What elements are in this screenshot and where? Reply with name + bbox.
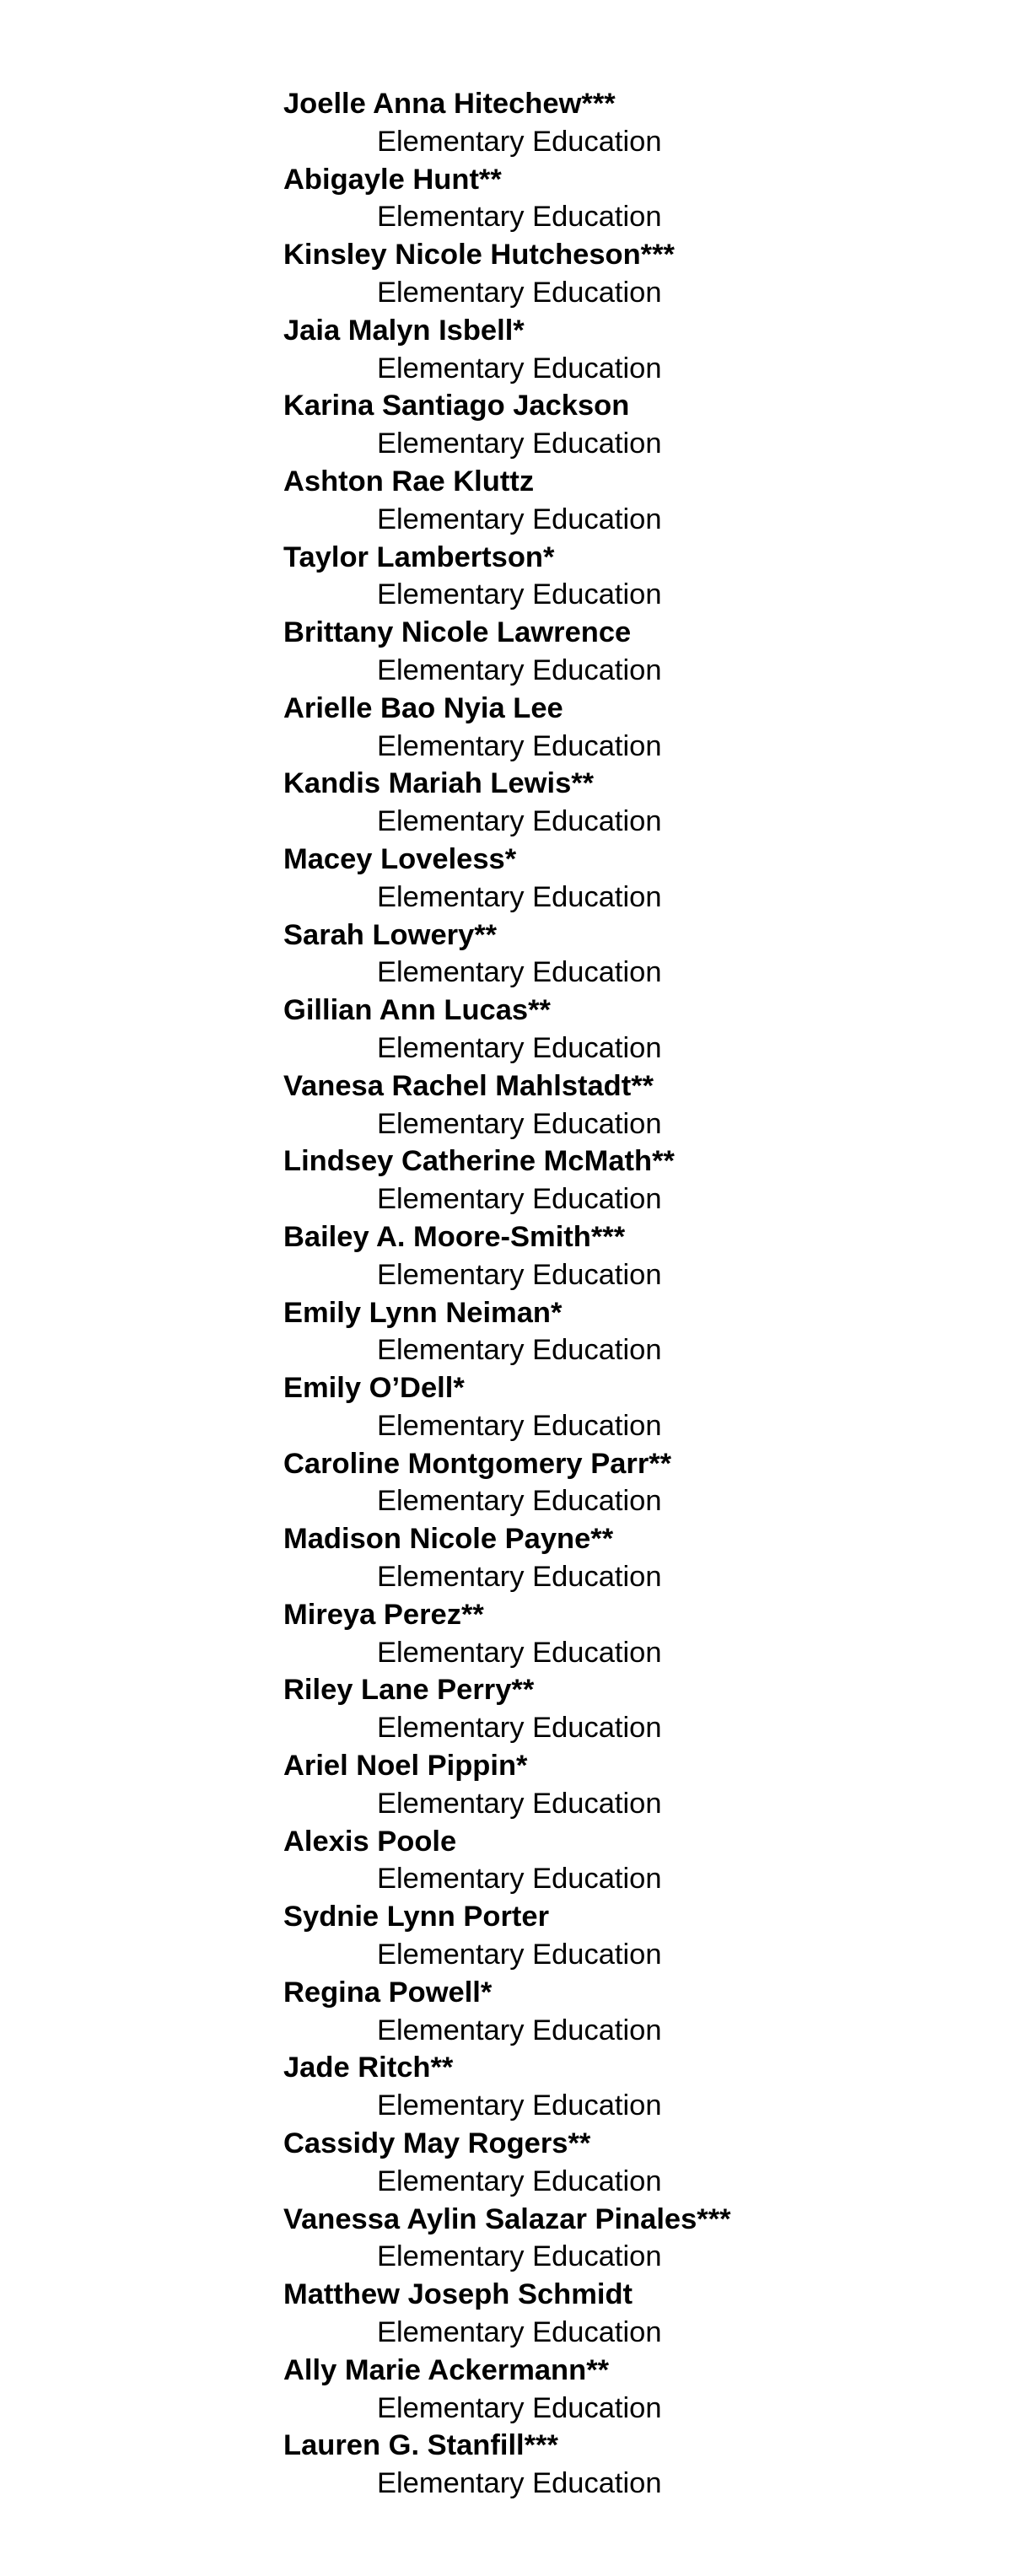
student-name: Kandis Mariah Lewis**	[283, 767, 595, 800]
student-name: Emily Lynn Neiman*	[283, 1296, 563, 1329]
list-item	[283, 917, 975, 992]
list-item	[283, 312, 975, 388]
student-name: Vanesa Rachel Mahlstadt**	[283, 1069, 654, 1102]
student-major: Elementary Education	[377, 2467, 662, 2500]
student-major: Elementary Education	[377, 428, 662, 460]
student-major: Elementary Education	[377, 2240, 662, 2273]
student-name: Riley Lane Perry**	[283, 1674, 535, 1707]
list-item	[283, 690, 975, 766]
student-name: Gillian Ann Lucas**	[283, 994, 551, 1027]
student-name: Lauren G. Stanfill***	[283, 2429, 558, 2462]
student-major: Elementary Education	[377, 1712, 662, 1745]
student-major: Elementary Education	[377, 201, 662, 234]
list-item	[283, 2352, 975, 2428]
list-item	[283, 1671, 975, 1747]
list-item	[283, 1596, 975, 1672]
student-major: Elementary Education	[377, 2391, 662, 2424]
student-name: Joelle Anna Hitechew***	[283, 88, 616, 120]
list-item	[283, 1823, 975, 1899]
list-item	[283, 1747, 975, 1823]
list-item	[283, 161, 975, 237]
list-item	[283, 992, 975, 1068]
student-major: Elementary Education	[377, 2316, 662, 2349]
student-major: Elementary Education	[377, 1561, 662, 1594]
student-major: Elementary Education	[377, 1334, 662, 1367]
student-name: Ariel Noel Pippin*	[283, 1750, 528, 1783]
student-name: Ally Marie Ackermann**	[283, 2353, 610, 2386]
student-name: Macey Loveless*	[283, 842, 517, 875]
student-major: Elementary Education	[377, 805, 662, 838]
student-major: Elementary Education	[377, 2014, 662, 2046]
student-name: Taylor Lambertson*	[283, 540, 555, 573]
student-major: Elementary Education	[377, 1787, 662, 1820]
student-name: Alexis Poole	[283, 1825, 457, 1858]
student-major: Elementary Education	[377, 956, 662, 989]
honors-list	[283, 85, 975, 2503]
student-major: Elementary Education	[377, 1031, 662, 1064]
student-major: Elementary Education	[377, 2165, 662, 2197]
student-major: Elementary Education	[377, 276, 662, 309]
list-item	[283, 1974, 975, 2050]
student-major: Elementary Education	[377, 125, 662, 158]
list-item	[283, 387, 975, 463]
list-item	[283, 1898, 975, 1974]
student-name: Vanessa Aylin Salazar Pinales***	[283, 2202, 731, 2235]
student-name: Madison Nicole Payne**	[283, 1523, 614, 1556]
student-name: Arielle Bao Nyia Lee	[283, 691, 563, 724]
list-item	[283, 2201, 975, 2277]
student-name: Bailey A. Moore-Smith***	[283, 1220, 626, 1253]
list-item	[283, 1143, 975, 1218]
student-name: Lindsey Catherine McMath**	[283, 1145, 675, 1178]
student-major: Elementary Education	[377, 729, 662, 762]
student-name: Regina Powell*	[283, 1976, 493, 2009]
list-item	[283, 841, 975, 917]
list-item	[283, 85, 975, 161]
student-name: Caroline Montgomery Parr**	[283, 1447, 672, 1480]
list-item	[283, 1520, 975, 1596]
student-major: Elementary Education	[377, 1485, 662, 1518]
student-major: Elementary Education	[377, 1183, 662, 1216]
student-name: Brittany Nicole Lawrence	[283, 616, 632, 649]
list-item	[283, 1294, 975, 1370]
student-name: Jaia Malyn Isbell*	[283, 314, 525, 347]
list-item	[283, 1068, 975, 1143]
list-item	[283, 539, 975, 615]
student-major: Elementary Education	[377, 352, 662, 385]
student-name: Jade Ritch**	[283, 2052, 454, 2084]
student-major: Elementary Education	[377, 1636, 662, 1669]
student-name: Sarah Lowery**	[283, 918, 498, 951]
list-item	[283, 2427, 975, 2503]
student-name: Cassidy May Rogers**	[283, 2127, 591, 2160]
list-item	[283, 1445, 975, 1521]
student-name: Emily O’Dell*	[283, 1372, 465, 1405]
list-item	[283, 236, 975, 312]
student-name: Kinsley Nicole Hutcheson***	[283, 239, 675, 272]
student-name: Karina Santiago Jackson	[283, 390, 630, 422]
student-major: Elementary Education	[377, 503, 662, 535]
student-major: Elementary Education	[377, 1258, 662, 1291]
list-item	[283, 463, 975, 539]
student-major: Elementary Education	[377, 1107, 662, 1140]
list-item	[283, 614, 975, 690]
list-item	[283, 2125, 975, 2201]
student-name: Sydnie Lynn Porter	[283, 1901, 550, 1933]
student-major: Elementary Education	[377, 1863, 662, 1896]
student-major: Elementary Education	[377, 578, 662, 611]
list-item	[283, 1369, 975, 1445]
student-major: Elementary Education	[377, 1409, 662, 1442]
student-major: Elementary Education	[377, 1939, 662, 1971]
list-item	[283, 2049, 975, 2125]
list-item	[283, 1218, 975, 1294]
student-major: Elementary Education	[377, 2089, 662, 2122]
student-name: Abigayle Hunt**	[283, 163, 502, 196]
list-item	[283, 2276, 975, 2352]
list-item	[283, 765, 975, 841]
student-major: Elementary Education	[377, 653, 662, 686]
student-name: Matthew Joseph Schmidt	[283, 2278, 633, 2311]
student-name: Ashton Rae Kluttz	[283, 465, 535, 497]
student-major: Elementary Education	[377, 880, 662, 913]
student-name: Mireya Perez**	[283, 1598, 484, 1631]
